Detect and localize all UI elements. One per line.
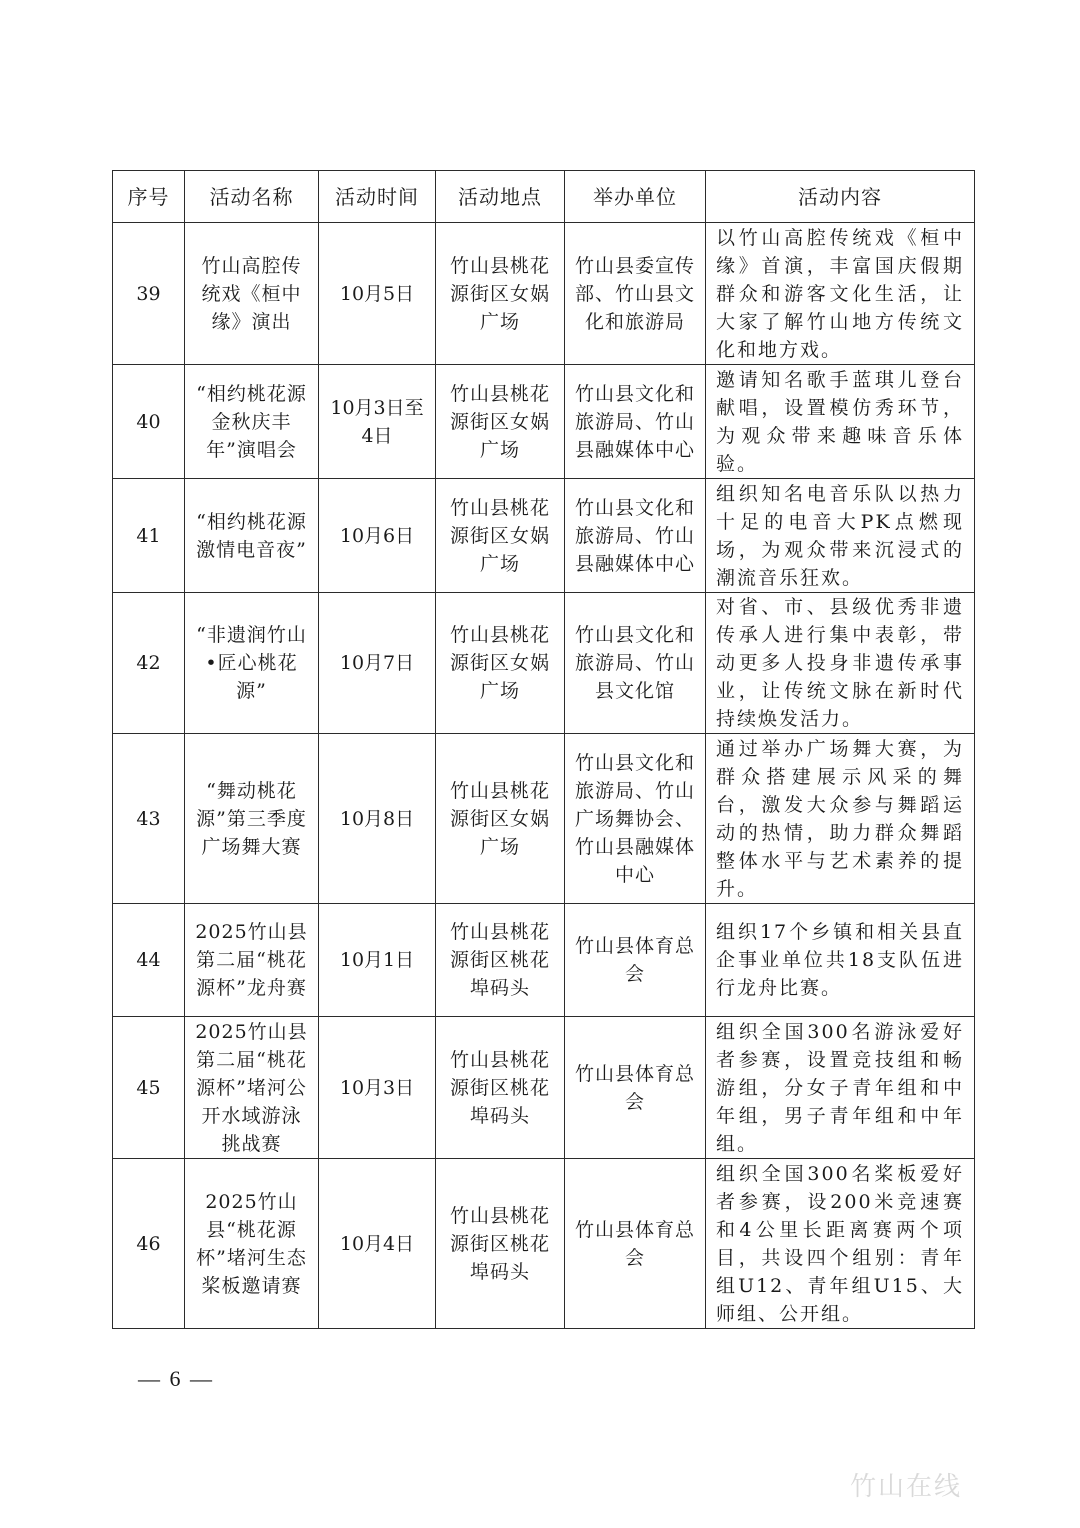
cell-place: 竹山县桃花源街区女娲广场	[436, 223, 565, 365]
cell-desc: 组织知名电音乐队以热力十足的电音大PK点燃现场，为观众带来沉浸式的潮流音乐狂欢。	[706, 479, 975, 593]
cell-time: 10月3日	[319, 1017, 436, 1159]
cell-desc: 组织全国300名游泳爱好者参赛，设置竞技组和畅游组，分女子青年组和中年组，男子青年组和中年组。	[706, 1017, 975, 1159]
table-row	[113, 1159, 975, 1329]
cell-place: 竹山县桃花源街区桃花埠码头	[436, 1017, 565, 1159]
header-time: 活动时间	[319, 171, 436, 223]
cell-no: 46	[113, 1159, 185, 1329]
cell-name: “相约桃花源 激情电音夜”	[185, 479, 319, 593]
table-row	[113, 223, 975, 365]
activity-table-container	[112, 170, 974, 1329]
cell-org: 竹山县体育总会	[565, 1159, 706, 1329]
cell-no: 43	[113, 734, 185, 904]
cell-desc: 通过举办广场舞大赛，为群众搭建展示风采的舞台，激发大众参与舞蹈运动的热情，助力群众舞蹈整体水平与艺术素养的提升。	[706, 734, 975, 904]
cell-org: 竹山县体育总会	[565, 1017, 706, 1159]
cell-time: 10月7日	[319, 593, 436, 734]
cell-time: 10月1日	[319, 904, 436, 1017]
cell-desc: 以竹山高腔传统戏《桓中缘》首演，丰富国庆假期群众和游客文化生活，让大家了解竹山地方传统文化和地方戏。	[706, 223, 975, 365]
cell-name: 2025竹山县第二届“桃花源杯”堵河公开水域游泳挑战赛	[185, 1017, 319, 1159]
table-row	[113, 1017, 975, 1159]
cell-name: 2025竹山县“桃花源杯”堵河生态桨板邀请赛	[185, 1159, 319, 1329]
table-row	[113, 479, 975, 593]
cell-org: 竹山县文化和旅游局、竹山广场舞协会、竹山县融媒体中心	[565, 734, 706, 904]
table-row	[113, 904, 975, 1017]
activity-table	[112, 170, 975, 1329]
cell-no: 44	[113, 904, 185, 1017]
cell-no: 39	[113, 223, 185, 365]
cell-org: 竹山县文化和旅游局、竹山县文化馆	[565, 593, 706, 734]
cell-no: 40	[113, 365, 185, 479]
cell-time: 10月8日	[319, 734, 436, 904]
cell-name: “非遗润竹山•匠心桃花源”	[185, 593, 319, 734]
header-name: 活动名称	[185, 171, 319, 223]
cell-name: “舞动桃花源”第三季度广场舞大赛	[185, 734, 319, 904]
header-org: 举办单位	[565, 171, 706, 223]
cell-name: “相约桃花源金秋庆丰年”演唱会	[185, 365, 319, 479]
header-place: 活动地点	[436, 171, 565, 223]
cell-desc: 对省、市、县级优秀非遗传承人进行集中表彰，带动更多人投身非遗传承事业，让传统文脉在新时代持续焕发活力。	[706, 593, 975, 734]
cell-place: 竹山县桃花源街区女娲广场	[436, 365, 565, 479]
cell-no: 45	[113, 1017, 185, 1159]
cell-place: 竹山县桃花源街区女娲广场	[436, 593, 565, 734]
cell-time: 10月6日	[319, 479, 436, 593]
cell-place: 竹山县桃花源街区女娲广场	[436, 479, 565, 593]
cell-desc: 邀请知名歌手蓝琪儿登台献唱，设置模仿秀环节，为观众带来趣味音乐体验。	[706, 365, 975, 479]
cell-desc: 组织全国300名桨板爱好者参赛，设200米竞速赛和4公里长距离赛两个项目，共设四个组别：青年组U12、青年组U15、大师组、公开组。	[706, 1159, 975, 1329]
cell-org: 竹山县委宣传部、竹山县文化和旅游局	[565, 223, 706, 365]
cell-no: 41	[113, 479, 185, 593]
cell-name: 2025竹山县第二届“桃花源杯”龙舟赛	[185, 904, 319, 1017]
page-number: — 6 —	[138, 1366, 214, 1391]
table-row	[113, 365, 975, 479]
cell-place: 竹山县桃花源街区桃花埠码头	[436, 1159, 565, 1329]
cell-org: 竹山县文化和旅游局、竹山县融媒体中心	[565, 365, 706, 479]
cell-time: 10月5日	[319, 223, 436, 365]
header-no: 序号	[113, 171, 185, 223]
table-row	[113, 593, 975, 734]
cell-place: 竹山县桃花源街区桃花埠码头	[436, 904, 565, 1017]
header-desc: 活动内容	[706, 171, 975, 223]
table-header-row	[113, 171, 975, 223]
cell-no: 42	[113, 593, 185, 734]
cell-desc: 组织17个乡镇和相关县直企事业单位共18支队伍进行龙舟比赛。	[706, 904, 975, 1017]
cell-name: 竹山高腔传统戏《桓中缘》演出	[185, 223, 319, 365]
cell-time: 10月3日至4日	[319, 365, 436, 479]
cell-place: 竹山县桃花源街区女娲广场	[436, 734, 565, 904]
watermark: 竹山在线	[850, 1472, 963, 1502]
cell-org: 竹山县文化和旅游局、竹山县融媒体中心	[565, 479, 706, 593]
cell-time: 10月4日	[319, 1159, 436, 1329]
cell-org: 竹山县体育总会	[565, 904, 706, 1017]
table-row	[113, 734, 975, 904]
